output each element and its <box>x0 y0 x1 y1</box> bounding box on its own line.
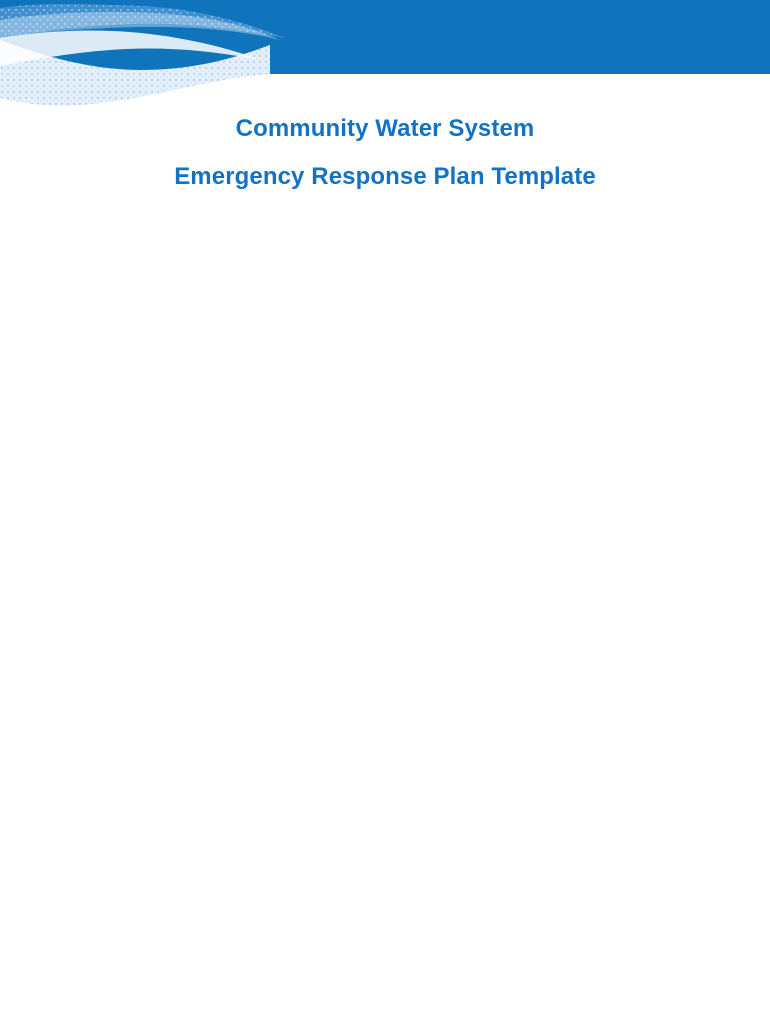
header-banner <box>0 0 770 110</box>
title-block <box>0 114 770 192</box>
water-wave-banner-icon <box>0 0 770 110</box>
document-title-line-2: Emergency Response Plan Template <box>174 163 596 190</box>
document-title-line-1: Community Water System <box>235 115 535 142</box>
